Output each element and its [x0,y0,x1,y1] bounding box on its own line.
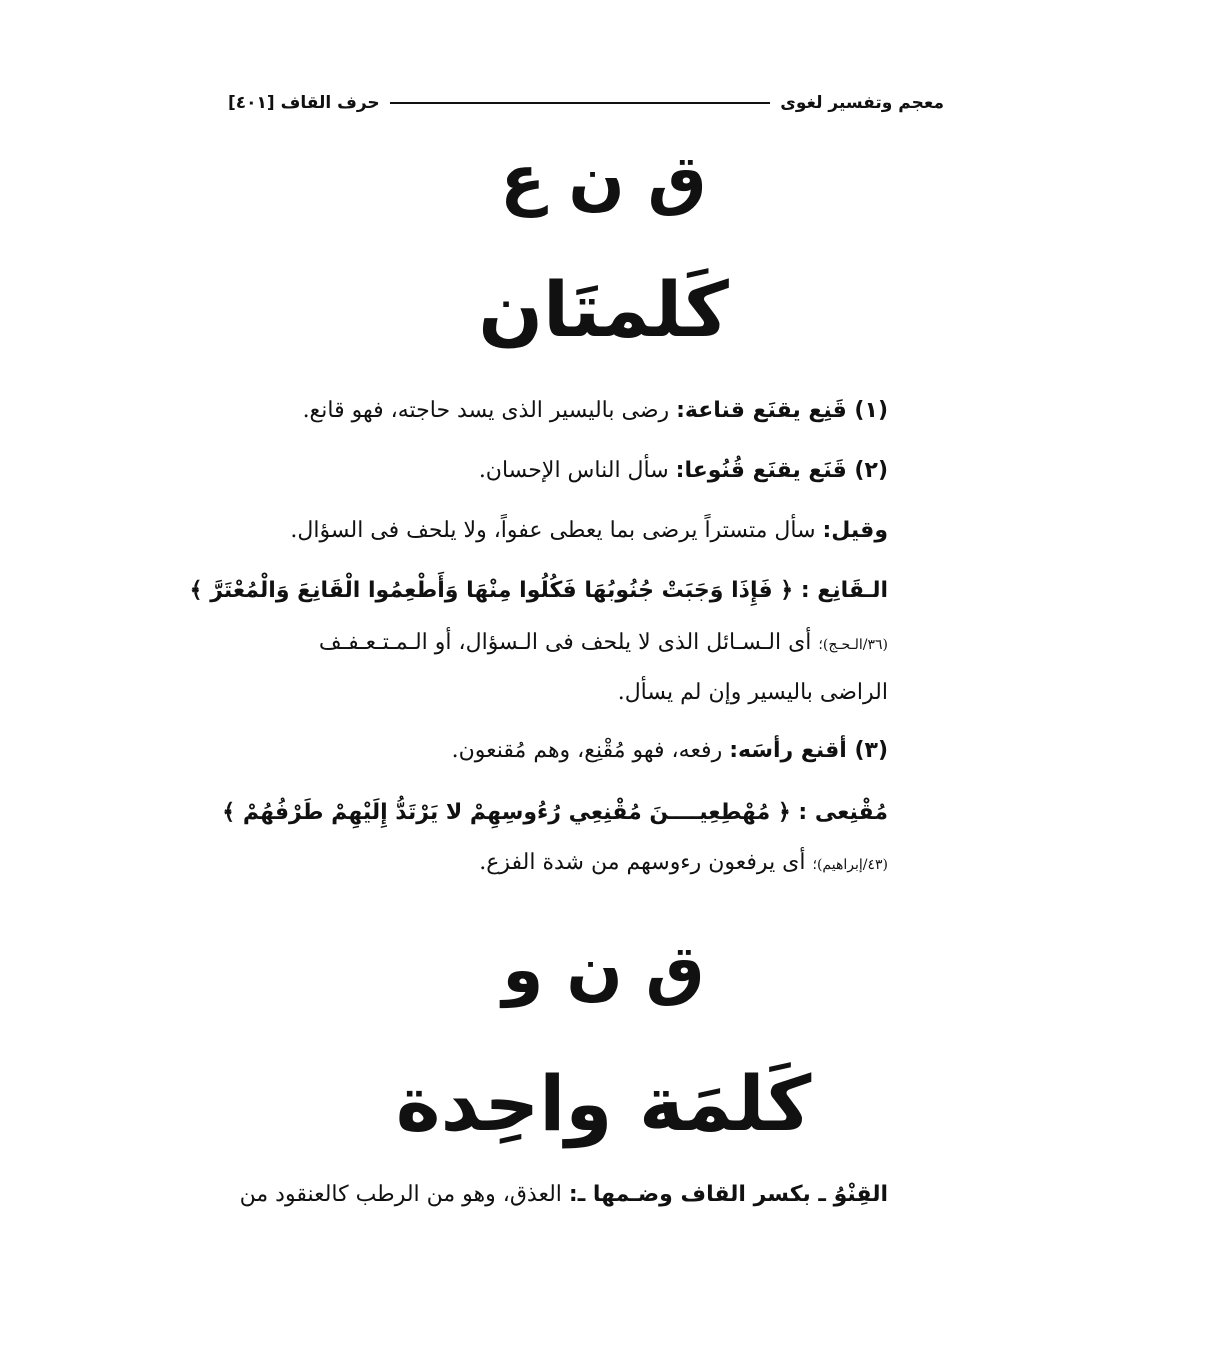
entry-text: الراضى باليسير وإن لم يسأل. [617,680,888,705]
entry-text: سأل متستراً يرضى بما يعطى عفواً، ولا يلحف فى السؤال. [290,518,823,543]
header-rule [390,102,771,104]
entry-line [218,1178,888,1212]
entry-lemma: وقيل: [822,518,888,543]
entry-lemma: (١) قَنِع يقنَع قناعة: [676,398,888,423]
entry-lemma: القِنْوُ ـ بكسر القاف وضـمها ـ: [568,1182,888,1207]
quran-verse: ﴿ مُهْطِعِيــــنَ مُقْنِعِي رُءُوسِهِمْ لا يَرْتَدُّ إِلَيْهِمْ طَرْفُهُمْ ﴾ [222,800,799,825]
quran-verse-line [189,574,888,608]
entry-line [218,394,888,428]
entry-line [218,454,888,488]
entry-text: العذق، وهو من الرطب كالعنقود من [239,1182,569,1207]
entry-lemma: (٣) أقنع رأسَه: [729,738,888,763]
entry-text: أى الـسـائل الذى لا يلحف فى الـسؤال، أو الـمـتـعـفـف [318,630,819,655]
entry-lemma: الـقَانِع : [800,578,888,603]
page-header [228,88,944,118]
word-count-heading-1: كَلمتَان [478,265,729,354]
root-heading-2: ق ن و [502,931,705,1008]
root-heading-1: ق ن ع [500,141,707,218]
section-label: حرف القاف [٤٠١] [228,93,380,113]
entry-line [218,734,888,768]
entry-text: رضى باليسير الذى يسد حاجته، فهو قانع. [302,398,677,423]
quran-verse: ﴿ فَإِذَا وَجَبَتْ جُنُوبُهَا فَكُلُوا مِنْهَا وَأَطْعِمُوا الْقَانِعَ وَالْمُعْتَرَّ ﴾ [189,578,801,603]
book-title: معجم وتفسير لغوى [780,93,944,113]
entry-lemma: (٢) قَنَع يقنَع قُنُوعا: [675,458,888,483]
entry-line [218,514,888,548]
entry-line [218,676,888,710]
entry-line [218,846,888,882]
word-count-heading-2: كَلمَة واحِدة [395,1059,812,1148]
verse-reference: (٣٦/الـحـج)؛ [818,637,888,653]
entry-text: رفعه، فهو مُقْنِع، وهم مُقنعون. [451,738,730,763]
quran-verse-line [218,796,888,830]
entry-line [218,626,888,662]
entry-lemma: مُقْنِعى : [798,800,888,825]
entry-text: أى يرفعون رءوسهم من شدة الفزع. [479,850,813,875]
verse-reference: (٤٣/إبراهيم)؛ [812,857,888,873]
entry-text: سأل الناس الإحسان. [478,458,676,483]
